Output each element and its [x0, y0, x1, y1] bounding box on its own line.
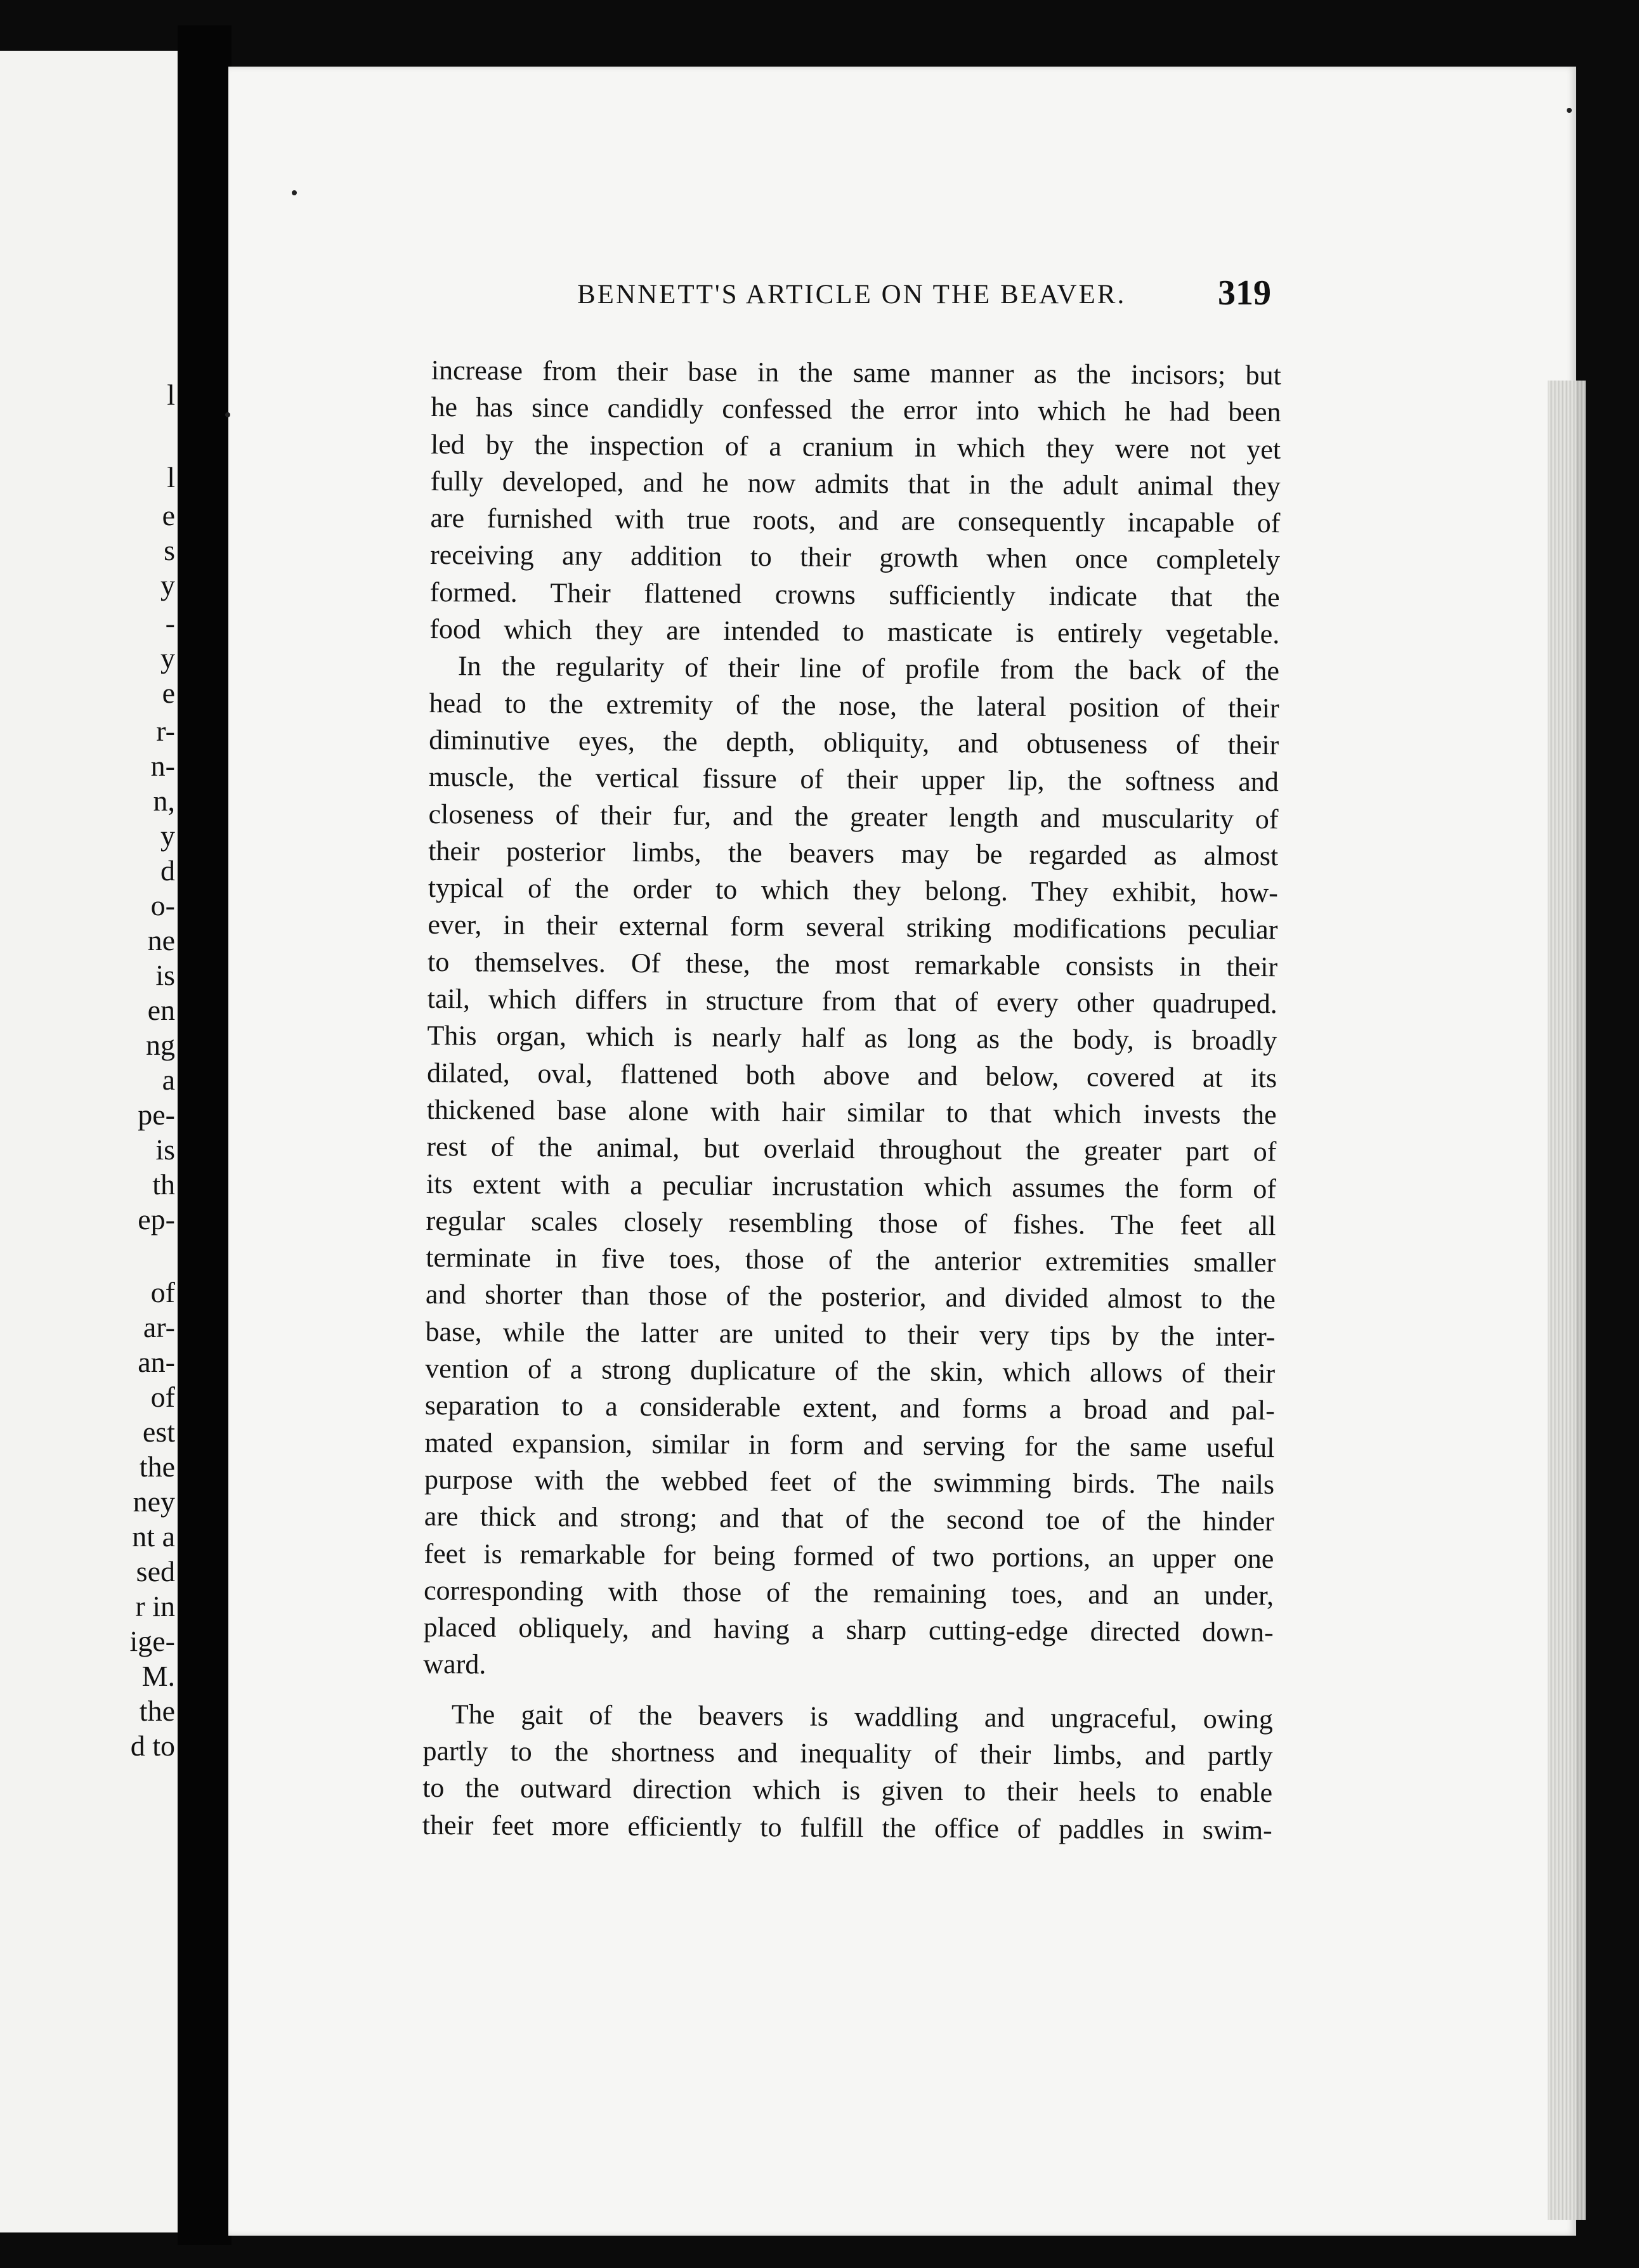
text-line: closeness of their fur, and the greater length and muscularity of [428, 798, 1279, 835]
text-line: are furnished with true roots, and are consequently incapable of [430, 502, 1281, 539]
left-fragment: n- [150, 750, 175, 782]
left-fragment: ep- [138, 1203, 175, 1235]
left-fragment: of [150, 1381, 175, 1413]
text-line: their posterior limbs, the beavers may be regarded as almost [428, 835, 1279, 872]
left-fragment: ney [133, 1485, 175, 1518]
left-fragment: M. [141, 1660, 175, 1692]
text-line: ward. [423, 1648, 486, 1680]
text-line: he has since candidly confessed the error into which he had been [431, 391, 1281, 428]
left-fragment: n, [153, 785, 175, 817]
left-fragment: e [162, 677, 175, 709]
paragraph [422, 1696, 1273, 1849]
left-fragment: is [155, 1133, 175, 1166]
text-line: led by the inspection of a cranium in which they were not yet [430, 428, 1281, 465]
text-line: regular scales closely resembling those of fishes. The feet all [426, 1204, 1276, 1241]
left-fragment: o- [150, 889, 175, 922]
text-line: their feet more efficiently to fulfill the office of paddles in swim- [422, 1809, 1272, 1846]
text-line: tail, which differs in structure from that of every other quadruped. [427, 983, 1277, 1020]
left-facing-page [0, 51, 190, 2232]
text-line: The gait of the beavers is waddling and ungraceful, owing [451, 1698, 1274, 1735]
text-line: formed. Their flattened crowns sufficiently indicate that the [429, 576, 1280, 613]
text-line: to themselves. Of these, the most remarkable consists in their [427, 946, 1278, 982]
text-line: diminutive eyes, the depth, obliquity, and obtuseness of their [429, 724, 1279, 761]
left-fragment: ige- [129, 1625, 175, 1657]
left-fragment: en [147, 994, 175, 1026]
text-line: typical of the order to which they belong. They exhibit, how- [428, 872, 1278, 909]
text-line: muscle, the vertical fissure of their upper lip, the softness and [428, 761, 1279, 798]
left-fragment: l [167, 379, 175, 411]
left-fragment: s [164, 534, 175, 566]
text-line: ever, in their external form several striking modifications peculiar [428, 909, 1278, 946]
text-line: its extent with a peculiar incrustation which assumes the form of [426, 1168, 1277, 1204]
text-line: placed obliquely, and having a sharp cutting-edge directed down- [423, 1612, 1274, 1648]
left-fragment: a [162, 1064, 175, 1096]
text-line: increase from their base in the same manner as the incisors; but [431, 354, 1281, 391]
left-fragment: d [160, 854, 175, 887]
text-line: In the regularity of their line of profile from the back of the [457, 650, 1280, 687]
left-fragment: the [139, 1450, 175, 1483]
text-line: and shorter than those of the posterior, and divided almost to the [425, 1279, 1276, 1315]
speck [1567, 108, 1572, 113]
text-line: This organ, which is nearly half as long as the body, is broadly [427, 1020, 1277, 1057]
body-text [422, 352, 1281, 1849]
text-line: are thick and strong; and that of the second toe of the hinder [424, 1501, 1274, 1537]
left-fragment: r in [135, 1590, 175, 1622]
left-fragment: r- [156, 715, 175, 747]
left-fragment: - [165, 607, 175, 639]
left-fragment: e [162, 499, 175, 531]
speck [225, 412, 230, 417]
page-edges [1548, 381, 1586, 2220]
text-line: to the outward direction which is given to their heels to enable [422, 1772, 1273, 1809]
left-fragment: ng [146, 1029, 175, 1061]
page-number: 319 [1218, 273, 1271, 313]
left-fragment: d to [130, 1730, 175, 1762]
left-fragment: y [160, 642, 175, 674]
left-fragment: of [150, 1276, 175, 1308]
text-line: fully developed, and he now admits that in the adult animal they [430, 465, 1281, 502]
left-fragment: ne [147, 924, 175, 956]
paragraph [429, 352, 1281, 653]
text-line: terminate in five toes, those of the anterior extremities smaller [426, 1242, 1276, 1279]
text-line: head to the extremity of the nose, the lateral position of their [429, 687, 1279, 724]
text-line: receiving any addition to their growth when once completely [429, 539, 1281, 576]
text-line: thickened base alone with hair similar to that which invests the [426, 1093, 1277, 1131]
left-fragment: y [160, 569, 175, 601]
running-head: BENNETT'S ARTICLE ON THE BEAVER. [577, 280, 1126, 310]
left-fragment: pe- [138, 1098, 175, 1131]
paragraph [423, 648, 1279, 1688]
speck [292, 190, 297, 195]
left-fragment: ar- [143, 1311, 175, 1343]
left-fragment: y [160, 819, 175, 852]
text-line: partly to the shortness and inequality of their limbs, and partly [422, 1735, 1273, 1772]
text-line: separation to a considerable extent, and forms a broad and pal- [424, 1390, 1275, 1426]
text-line: rest of the animal, but overlaid throughout the greater part of [426, 1131, 1277, 1168]
text-line: vention of a strong duplicature of the skin, which allows of their [425, 1352, 1276, 1390]
left-fragment: sed [136, 1555, 175, 1587]
left-fragment: the [139, 1695, 175, 1727]
left-fragment: th [152, 1168, 175, 1201]
text-line: food which they are intended to masticate is entirely vegetable. [429, 613, 1280, 650]
text-line: feet is remarkable for being formed of two portions, an upper one [424, 1537, 1274, 1574]
text-line: dilated, oval, flattened both above and below, covered at its [426, 1057, 1277, 1093]
left-fragment: l [167, 461, 175, 493]
text-line: purpose with the webbed feet of the swimming birds. The nails [424, 1463, 1275, 1501]
left-fragment: nt a [132, 1520, 175, 1553]
text-line: base, while the latter are united to their very tips by the inter- [425, 1315, 1276, 1352]
text-line: corresponding with those of the remaining toes, and an under, [423, 1574, 1274, 1611]
left-fragment: est [142, 1416, 175, 1448]
book-gutter [178, 25, 232, 2245]
left-fragment: is [155, 959, 175, 991]
text-line: mated expansion, similar in form and serving for the same useful [424, 1426, 1275, 1463]
left-fragment: an- [138, 1346, 175, 1378]
